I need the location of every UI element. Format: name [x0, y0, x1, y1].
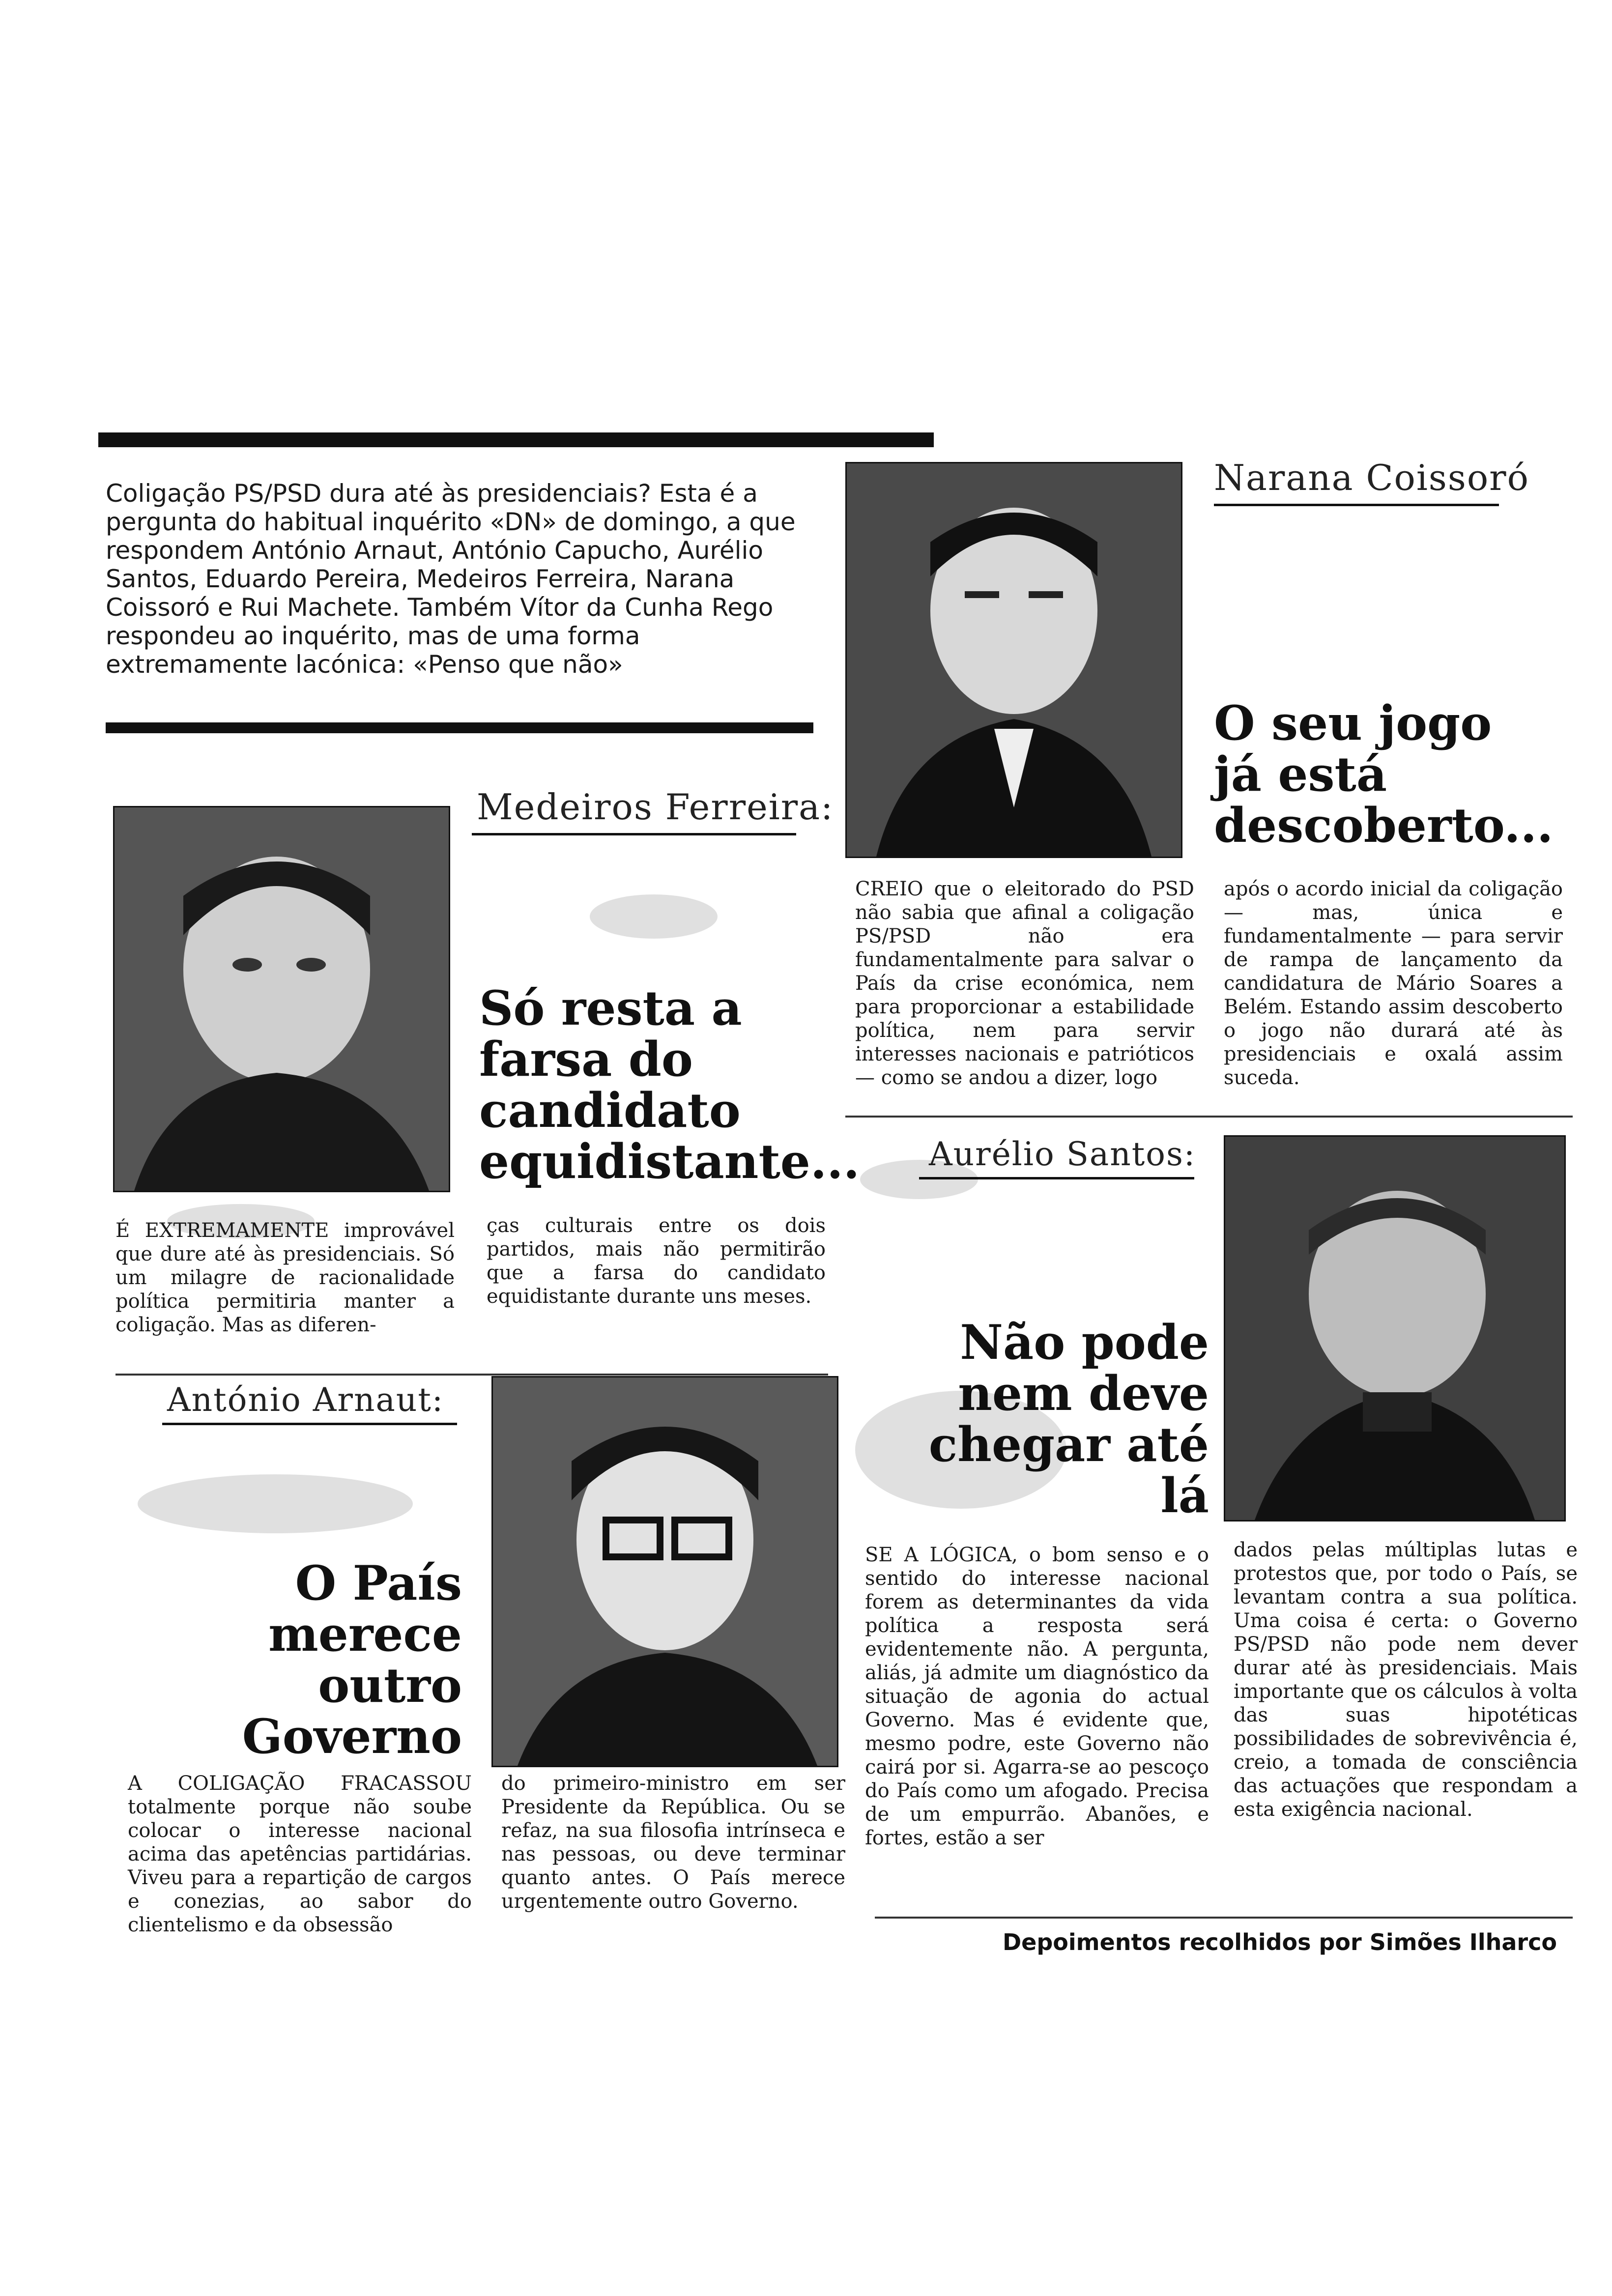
header-rule [98, 432, 934, 447]
arnaut-name-rule [162, 1423, 457, 1425]
medeiros-body-left: É EXTREMAMENTE improvável que dure até às presidenciais. Só um milagre de racionalidade política permitiria manter a coligação. Mas as diferen- [115, 1219, 455, 1336]
medeiros-body-right: ças culturais entre os dois partidos, mais não permitirão que a farsa do candidato equidistante durante uns meses. [487, 1214, 826, 1308]
narana-body-right: após o acordo inicial da coligação — mas, única e fundamentalmente — para servir de rampa de lançamento da candidatura de Mário Soares a Belém. Estando assim descoberto o jogo não durará até às presidenciais e oxalá assim suceda. [1224, 878, 1563, 1089]
medeiros-bottom-rule [115, 1374, 828, 1376]
scan-smudge [855, 1391, 1066, 1509]
aurelio-body-right: dados pelas múltiplas lutas e protestos que, por todo o País, se levantam contra a sua política. Uma coisa é certa: o Governo PS/PSD não pode nem dever durar até às presidenciais. Mais importante que os cálculos à volta das suas hipotéticas possibilidades de sobrevivência é, creio, a tomada de consciência das actuações que respondam a esta exigência nacional. [1234, 1539, 1578, 1821]
arnaut-body-left: A COLIGAÇÃO FRACASSOU totalmente porque não soube colocar o interesse nacional acima das apetências partidárias. Viveu para a repartição de cargos e conezias, ao sabor do clientelismo e da obsessão [128, 1772, 472, 1936]
narana-portrait-photo [845, 462, 1182, 858]
intro-paragraph: Coligação PS/PSD dura até às presidenciais? Esta é a pergunta do habitual inquérito «DN» de domingo, a que respondem António Arnaut, António Capucho, Aurélio Santos, Eduardo Pereira, Medeiros Ferreira, Narana Coissoró e Rui Machete. Também Vítor da Cunha Rego respondeu ao inquérito, mas de uma forma extremamente lacónica: «Penso que não» [106, 479, 796, 679]
narana-body-left: CREIO que o eleitorado do PSD não sabia que afinal a coligação PS/PSD não era fundamentalmente para salvar o País da crise económica, nem para proporcionar a estabilidade política, nem para servir interesses nacionais e patrióticos — como se andou a dizer, logo [855, 878, 1194, 1089]
narana-name: Narana Coissoró [1214, 457, 1529, 498]
aurelio-name: Aurélio Santos: [929, 1135, 1196, 1173]
intro-bottom-rule [106, 722, 813, 733]
credit-line: Depoimentos recolhidos por Simões Ilharco [1003, 1929, 1557, 1955]
aurelio-headline: Não pode nem deve chegar até lá [928, 1315, 1209, 1523]
credit-rule [875, 1917, 1573, 1919]
scan-smudge [590, 894, 718, 939]
medeiros-portrait-photo [113, 806, 450, 1192]
aurelio-portrait-photo [1224, 1135, 1566, 1521]
arnaut-headline: O País merece outro Governo [242, 1555, 462, 1764]
narana-bottom-rule [845, 1116, 1573, 1118]
narana-headline: O seu jogo já está descoberto... [1214, 695, 1554, 853]
medeiros-headline: Só resta a farsa do candidato equidistante... [479, 980, 860, 1189]
arnaut-portrait-photo [491, 1376, 838, 1767]
arnaut-name: António Arnaut: [167, 1381, 444, 1419]
medeiros-name-rule [472, 833, 796, 835]
medeiros-name: Medeiros Ferreira: [477, 786, 834, 828]
arnaut-body-right: do primeiro-ministro em ser Presidente da República. Ou se refaz, na sua filosofia intrínseca e nas pessoas, ou deve terminar quanto antes. O País merece urgentemente outro Governo. [501, 1772, 845, 1913]
narana-name-rule [1214, 504, 1499, 506]
aurelio-body-left: SE A LÓGICA, o bom senso e o sentido do interesse nacional forem as determinantes da vida política a resposta será evidentemente não. A pergunta, aliás, já admite um diagnóstico da situação de agonia do actual Governo. Mas é evidente que, mesmo podre, este Governo não cairá por si. Agarra-se ao pescoço do País como um afogado. Precisa de um empurrão. Abanões, e fortes, estão a ser [865, 1544, 1209, 1849]
scan-smudge [138, 1474, 413, 1533]
scan-smudge [860, 1160, 978, 1199]
scan-smudge [167, 1204, 315, 1238]
